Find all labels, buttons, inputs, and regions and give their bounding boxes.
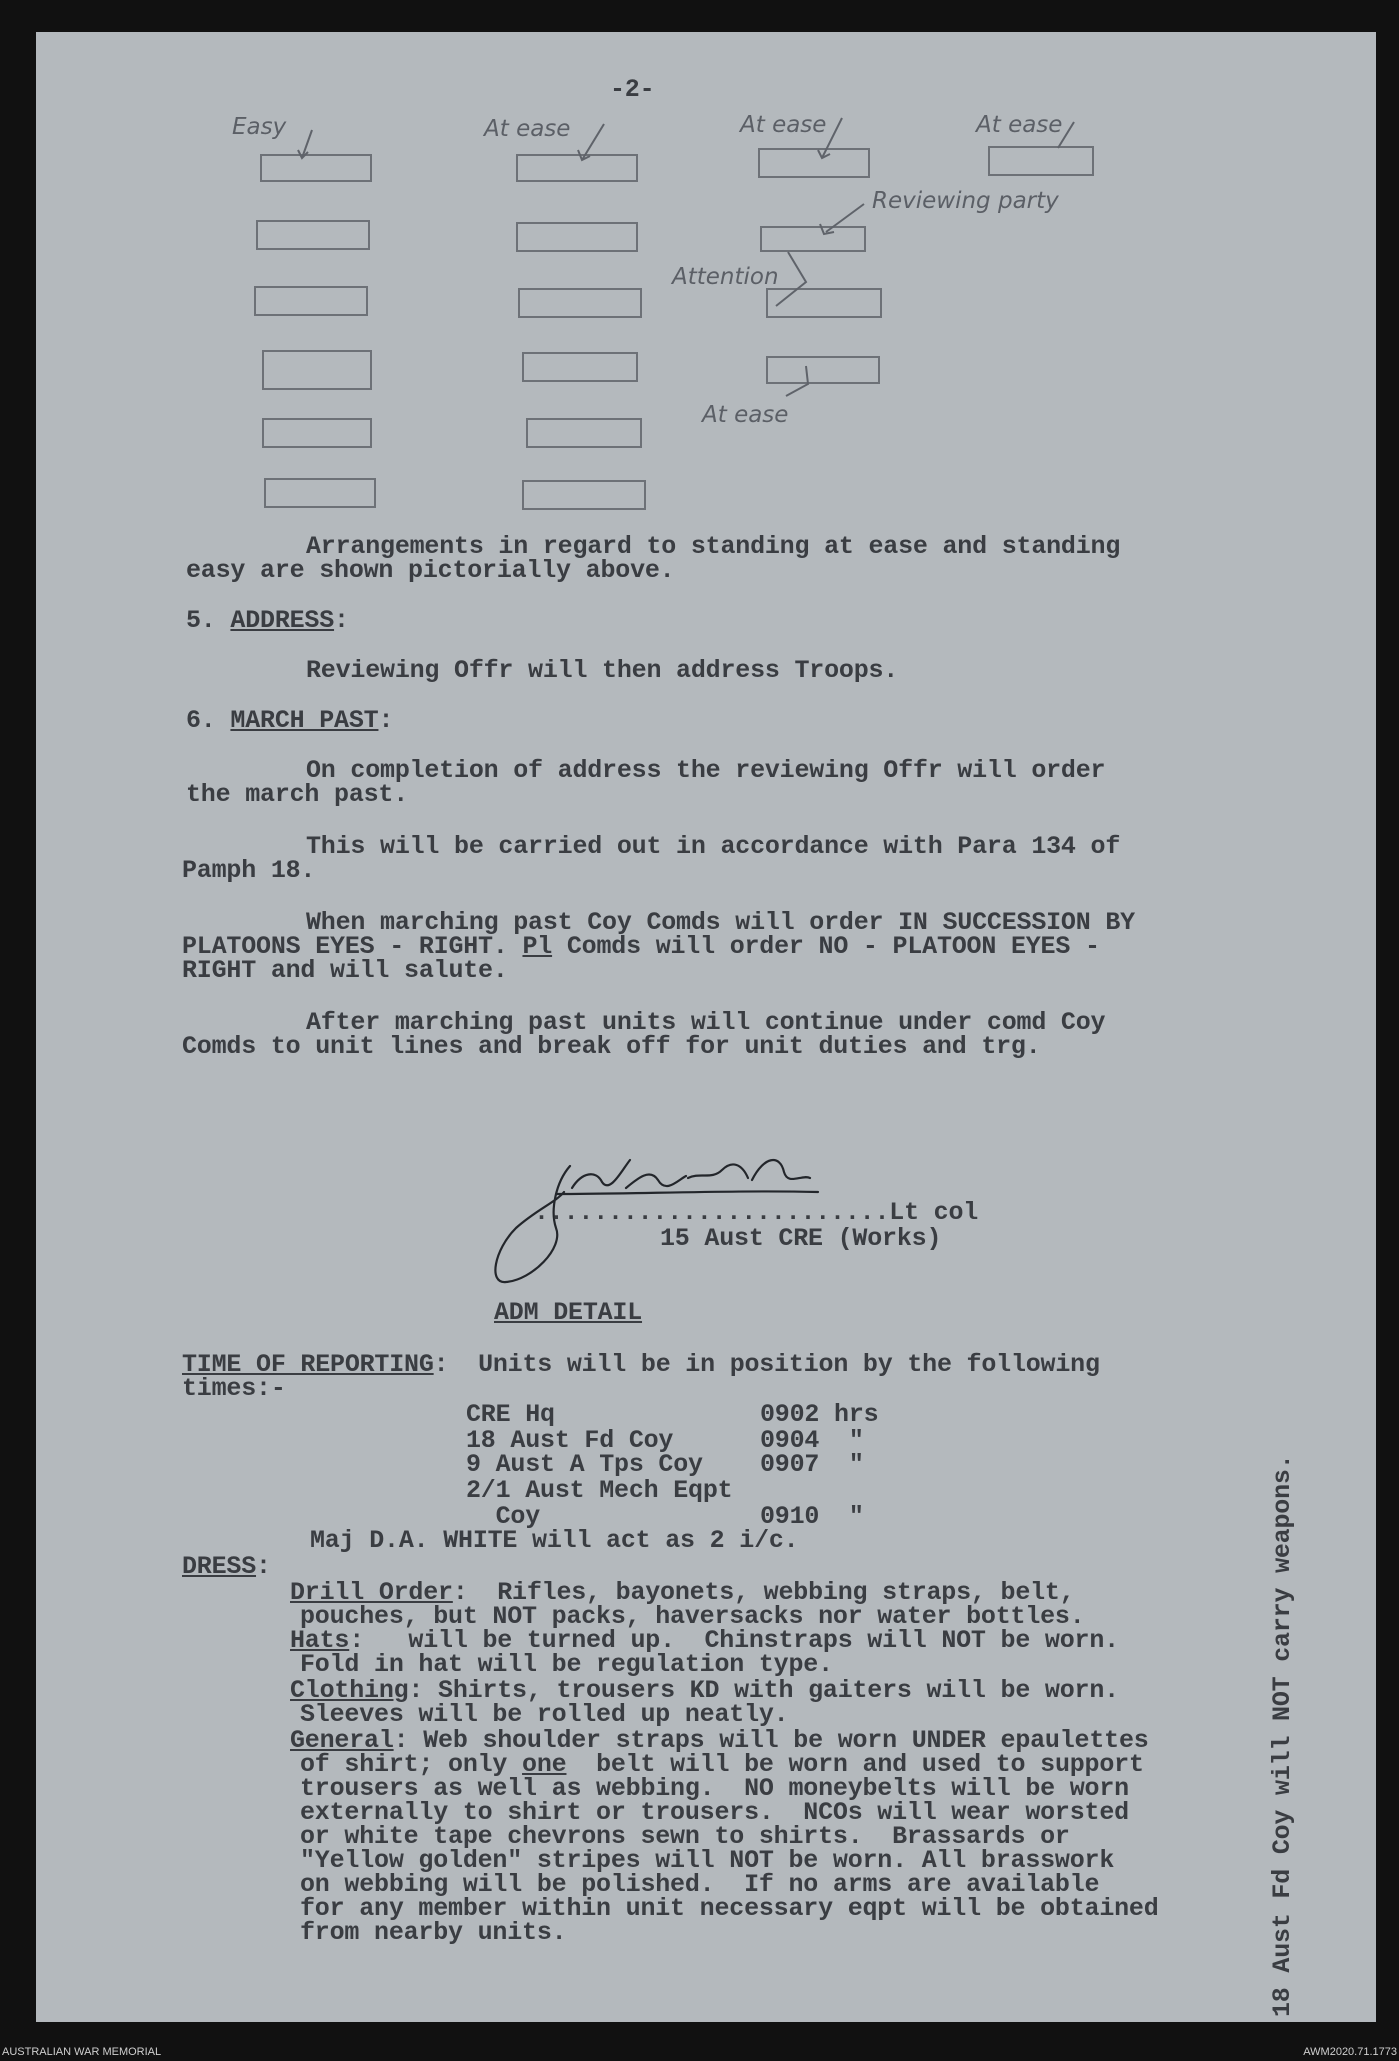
section-6-para-2: Pamph 18. [182, 856, 316, 885]
dress-hats: Hats: will be turned up. Chinstraps will NOT be worn. [290, 1626, 1119, 1655]
label-easy: Easy [232, 114, 287, 140]
label-at-ease-4: At ease [702, 402, 789, 428]
section-6-para-3: RIGHT and will salute. [182, 956, 508, 985]
label-at-ease-1: At ease [484, 116, 571, 142]
section-6-para-1: On completion of address the reviewing Offr will order [306, 756, 1106, 785]
section-6-para-2: This will be carried out in accordance with Para 134 of [306, 832, 1121, 861]
section-6-para-4: After marching past units will continue under comd Coy [306, 1008, 1106, 1037]
dress-general: trousers as well as webbing. NO moneybelts will be worn [300, 1774, 1129, 1803]
dress-general: for any member within unit necessary eqpt will be obtained [300, 1894, 1159, 1923]
section-6-heading: 6. MARCH PAST: [186, 706, 394, 735]
section-6-para-1: the march past. [186, 780, 409, 809]
intro-line: easy are shown pictorially above. [186, 556, 675, 585]
schedule-time: 0902 hrs [760, 1400, 879, 1429]
signature-unit: 15 Aust CRE (Works) [660, 1224, 942, 1253]
schedule-time: 0904 " [760, 1426, 864, 1455]
dress-clothing: Sleeves will be rolled up neatly. [300, 1700, 789, 1729]
footer-archive-name: AUSTRALIAN WAR MEMORIAL [2, 2046, 162, 2058]
dress-general: on webbing will be polished. If no arms are available [300, 1870, 1100, 1899]
page-number: -2- [610, 75, 655, 104]
dress-general: from nearby units. [300, 1918, 567, 1947]
schedule-time: 0907 " [760, 1450, 864, 1479]
section-6-para-4: Comds to unit lines and break off for unit duties and trg. [182, 1032, 1041, 1061]
document-page [36, 32, 1376, 2022]
section-6-para-3: PLATOONS EYES - RIGHT. Pl Comds will order NO - PLATOON EYES - [182, 932, 1100, 961]
margin-note-weapons: 18 Aust Fd Coy will NOT carry weapons. [1268, 1454, 1297, 2017]
dress-general: of shirt; only one belt will be worn and used to support [300, 1750, 1144, 1779]
dress-hats: Fold in hat will be regulation type. [300, 1650, 833, 1679]
dress-general: externally to shirt or trousers. NCOs will wear worsted [300, 1798, 1129, 1827]
dress-general: General: Web shoulder straps will be worn UNDER epaulettes [290, 1726, 1149, 1755]
section-5-heading: 5. ADDRESS: [186, 606, 349, 635]
dress-drill-order: pouches, but NOT packs, haversacks nor water bottles. [300, 1602, 1085, 1631]
schedule-unit: Coy [466, 1502, 541, 1531]
label-at-ease-2: At ease [740, 112, 827, 138]
label-reviewing-party: Reviewing party [872, 188, 1059, 214]
adm-detail-heading: ADM DETAIL [494, 1298, 643, 1327]
dress-general: or white tape chevrons sewn to shirts. Brassards or [300, 1822, 1070, 1851]
schedule-unit: 2/1 Aust Mech Eqpt [466, 1476, 733, 1505]
schedule-unit: 18 Aust Fd Coy [466, 1426, 674, 1455]
signature-line: ........................Lt col [534, 1198, 979, 1227]
schedule-unit: CRE Hq [466, 1400, 555, 1429]
second-in-command-note: Maj D.A. WHITE will act as 2 i/c. [310, 1526, 799, 1555]
dress-drill-order: Drill Order: Rifles, bayonets, webbing straps, belt, [290, 1578, 1075, 1607]
time-of-reporting: times:- [182, 1374, 286, 1403]
section-6-para-3: When marching past Coy Comds will order IN SUCCESSION BY [306, 908, 1135, 937]
label-at-ease-3: At ease [976, 112, 1063, 138]
footer-accession-number: AWM2020.71.1773 [1303, 2046, 1397, 2058]
schedule-time: 0910 " [760, 1502, 864, 1531]
dress-heading: DRESS: [182, 1552, 271, 1581]
time-of-reporting: TIME OF REPORTING: Units will be in position by the following [182, 1350, 1100, 1379]
schedule-unit: 9 Aust A Tps Coy [466, 1450, 703, 1479]
label-attention: Attention [672, 264, 779, 290]
dress-clothing: Clothing: Shirts, trousers KD with gaiters will be worn. [290, 1676, 1119, 1705]
intro-line: Arrangements in regard to standing at ease and standing [306, 532, 1121, 561]
dress-general: "Yellow golden" stripes will NOT be worn. All brasswork [300, 1846, 1115, 1875]
section-5-body: Reviewing Offr will then address Troops. [306, 656, 899, 685]
